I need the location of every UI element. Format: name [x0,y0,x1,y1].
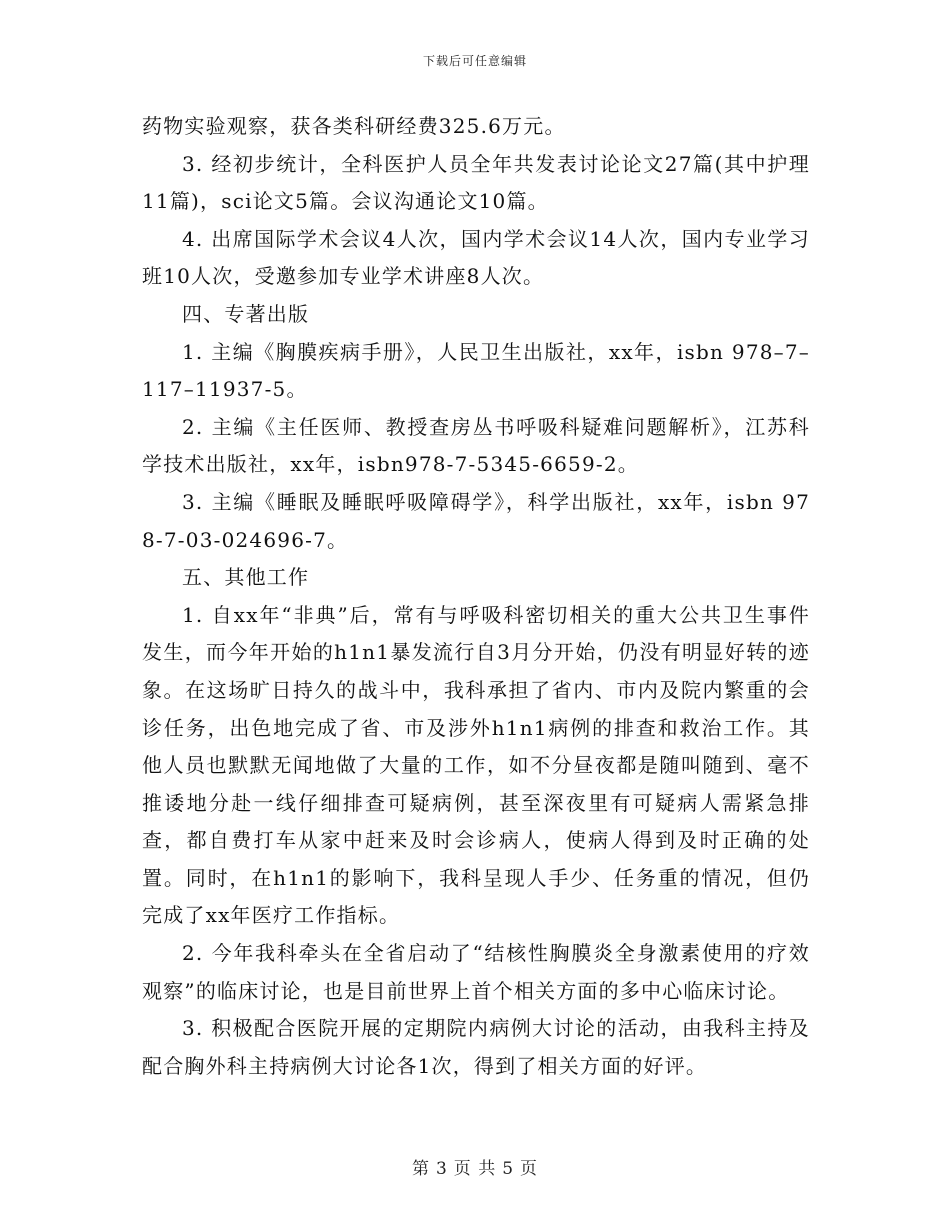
section-heading-publications: 四、专著出版 [182,301,310,326]
page-header: 下载后可任意编辑 [422,54,527,68]
footer-suffix: 页 [520,1159,539,1179]
footer-prefix: 第 [411,1159,430,1179]
paragraph-6: 2. 主编《主任医师、教授查房丛书呼吸科疑难问题解析》，江苏科学技术出版社，xx年，isbn978-7-5345-6659-2。 [142,414,810,477]
paragraph-11: 3. 积极配合医院开展的定期院内病例大讨论的活动，由我科主持及配合胸外科主持病例大讨论各1次，得到了相关方面的好评。 [142,1016,810,1078]
paragraph-5: 1. 主编《胸膜疾病手册》，人民卫生出版社，xx年，isbn 978–7–117–11937-5。 [142,339,810,402]
page-footer [0,1154,950,1179]
footer-current-page: 3 [435,1159,448,1179]
paragraph-7: 3. 主编《睡眠及睡眠呼吸障碍学》，科学出版社，xx年，isbn 978-7-03-024696-7。 [142,489,810,552]
footer-middle: 页 共 [453,1159,497,1179]
footer-total-pages: 5 [502,1159,515,1179]
paragraph-10: 2. 今年我科牵头在全省启动了“结核性胸膜炎全身激素使用的疗效观察”的临床讨论，也是目前世界上首个相关方面的多中心临床讨论。 [142,941,810,1003]
section-heading-other-work: 五、其他工作 [182,565,310,590]
paragraph-1: 药物实验观察，获各类科研经费325.6万元。 [142,114,566,138]
document-body [142,108,810,1085]
paragraph-9: 1. 自xx年“非典”后，常有与呼吸科密切相关的重大公共卫生事件发生，而今年开始的h1n1暴发流行自3月分开始，仍没有明显好转的迹象。在这场旷日持久的战斗中，我科承担了省内、市内及院内繁重的会诊任务，出色地完成了省、市及涉外h1n1病例的排查和救治工作。其他人员也默默无闻地做了大量的工作，如不分昼夜都是随叫随到、毫不推诿地分赴一线仔细排查可疑病例，甚至深夜里有可疑病人需紧急排查，都自费打车从家中赶来及时会诊病人，使病人得到及时正确的处置。同时，在h1n1的影响下，我科呈现人手少、任务重的情况，但仍完成了xx年医疗工作指标。 [142,602,810,928]
paragraph-3: 4. 出席国际学术会议4人次，国内学术会议14人次，国内专业学习班10人次，受邀参加专业学术讲座8人次。 [142,226,810,289]
paragraph-2: 3. 经初步统计，全科医护人员全年共发表讨论论文27篇(其中护理11篇)，sci论文5篇。会议沟通论文10篇。 [142,151,810,214]
